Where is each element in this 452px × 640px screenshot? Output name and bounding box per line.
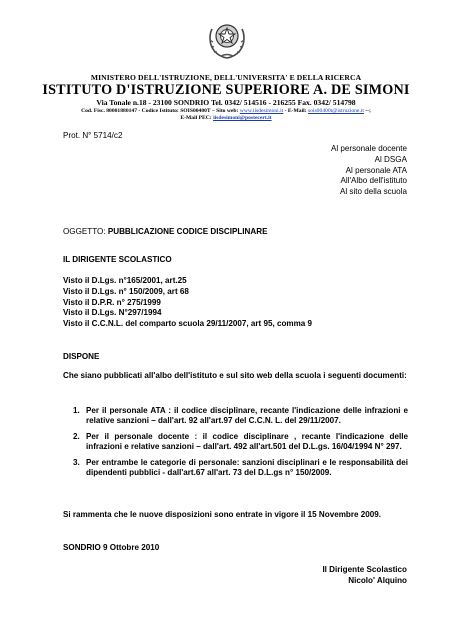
item-number: 2.: [73, 431, 80, 441]
signature-block: [322, 565, 407, 587]
protocol-number: Prot. N° 5714/c2: [63, 131, 123, 140]
school-codes: [0, 108, 452, 114]
email-link[interactable]: sois00400t@istruzione.it: [307, 108, 364, 114]
item-number: 1.: [73, 406, 80, 415]
ministry-line: MINISTERO DELL'ISTRUZIONE, DELL'UNIVERSITA' E DELLA RICERCA: [90, 73, 362, 82]
closing-note: Si rammenta che le nuove disposizioni sono entrate in vigore il 15 Novembre 2009.: [63, 510, 382, 519]
pec-prefix: E-Mail PEC:: [180, 115, 214, 121]
subject-text: PUBBLICAZIONE CODICE DISCIPLINARE: [107, 227, 268, 236]
recipient: Al personale ATA: [345, 165, 407, 175]
documents-list: [73, 406, 408, 483]
item-text: Per entrambe le categorie di personale: sanzioni disciplinari e le responsabilità dei dipendenti pubblici - dall'art.67 all'art. 73 del D.L.gs n° 150/2009.: [86, 457, 408, 478]
intro-paragraph: Che siano pubblicati all'albo dell'istituto e sul sito web della scuola i seguenti documenti:: [63, 371, 407, 380]
legal-reference: Visto il D.Lgs. N°297/1994: [63, 308, 162, 318]
date-line: SONDRIO 9 Ottobre 2010: [63, 543, 160, 552]
section-heading: IL DIRIGENTE SCOLASTICO: [63, 255, 172, 264]
signature-name: Nicolo' Alquino: [348, 575, 407, 585]
dispone-heading: DISPONE: [63, 352, 100, 361]
recipient: Al sito della scuola: [339, 187, 407, 197]
codes-prefix: Cod. Fisc. 80001880147 - Codice Istituto: SOIS00400T – Sito web:: [81, 108, 240, 114]
item-number: 3.: [73, 457, 80, 467]
legal-reference: Visto il C.C.N.L. del comparto scuola 29/11/2007, art 95, comma 9: [63, 319, 313, 329]
pec-link[interactable]: iisdesimoni@postecert.it: [213, 115, 272, 121]
item-text: Per il personale docente : il codice disciplinare , recante l'indicazione delle infrazioni e relative sanzioni – dall'art. 492 all'art.501 del D.L.gs. 16/04/1994 N° 297.: [86, 431, 408, 452]
pec-line: [0, 115, 452, 121]
italian-republic-emblem-icon: [206, 12, 248, 60]
legal-references: [63, 276, 312, 330]
website-link[interactable]: www.iisdesimoni.it: [239, 108, 284, 114]
signature-title: Il Dirigente Scolastico: [322, 565, 407, 574]
legal-reference: Visto il D.Lgs. n° 150/2009, art 68: [63, 286, 189, 296]
list-item: [73, 457, 408, 479]
recipient: Al personale docente: [330, 144, 407, 153]
legal-reference: Visto il D.Lgs. n°165/2001, art.25: [63, 276, 187, 285]
list-item: [73, 431, 408, 453]
item-text: Per il personale ATA : il codice disciplinare, recante l'indicazione delle infrazioni e relative sanzioni – dall'art. 92 all'art.97 del C.C.N. L. del 29/11/2007.: [86, 406, 408, 426]
recipient: All'Albo dell'istituto: [340, 176, 407, 186]
subject-label: OGGETTO:: [63, 227, 108, 236]
codes-suffix: --;: [363, 108, 371, 114]
list-item: [73, 406, 408, 427]
subject-line: [63, 227, 267, 236]
email-prefix: - E-Mail:: [283, 108, 308, 114]
recipient: Al DSGA: [374, 154, 407, 164]
recipients-block: [331, 144, 407, 198]
legal-reference: Visto il D.P.R. n° 275/1999: [63, 297, 161, 307]
school-name: ISTITUTO D'ISTRUZIONE SUPERIORE A. DE SIMONI: [42, 82, 410, 98]
school-address: Via Tonale n.18 - 23100 SONDRIO Tel. 0342/ 514516 - 216255 Fax. 0342/ 514798: [96, 98, 356, 107]
